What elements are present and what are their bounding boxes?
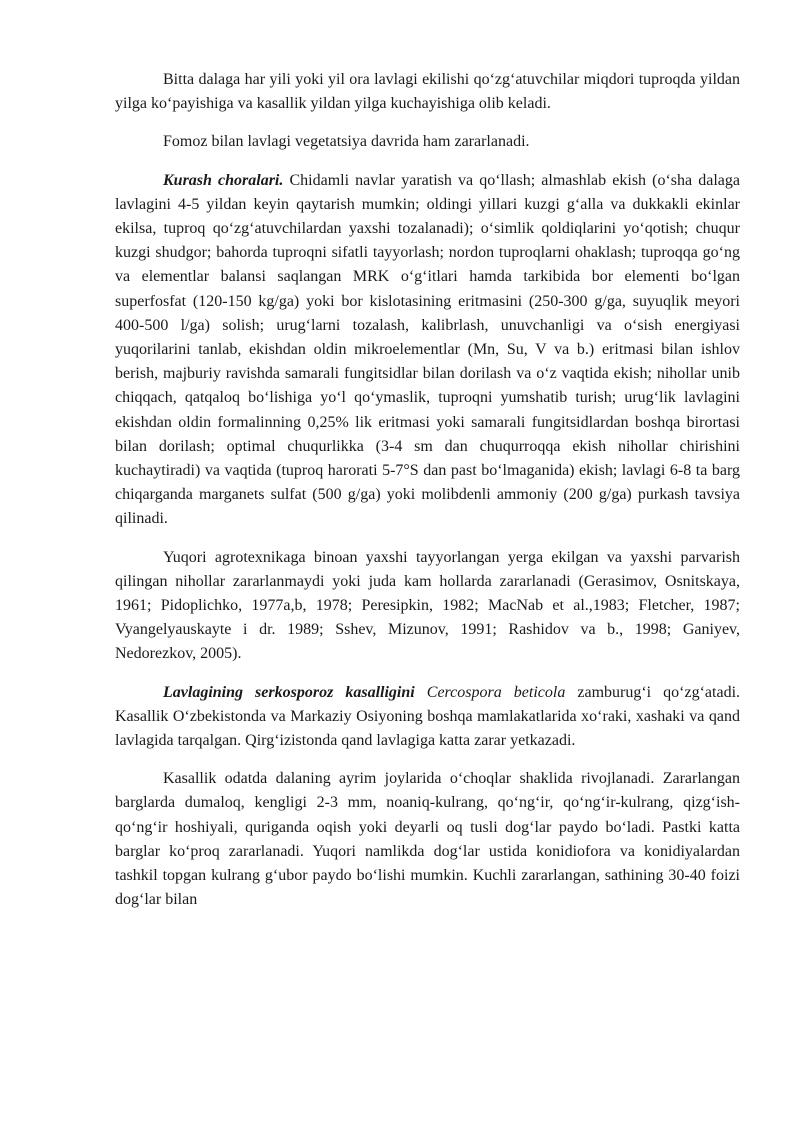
text-space <box>415 684 427 701</box>
paragraph-text: Yuqori agrotexnikaga binoan yaxshi tayyorlangan yerga ekilgan va yaxshi parvarish qilingan nihollar zararlanmaydi yoki juda kam hollarda zararlanadi (Gerasimov, Osnitskaya, 1961; Pidoplichko, 1977a,b, 1978; Peresipkin, 1982; MacNab et al.,1983; Fletcher, 1987; Vyangelyauskayte i dr. 1989; Sshev, Mizunov, 1991; Rashidov va b., 1998; Ganiyev, Nedorezkov, 2005). <box>115 548 740 663</box>
paragraph-text: zamburug‘i qo‘zg‘atadi. Kasallik O‘zbekistonda va Markaziy Osiyoning boshqa mamlakatlarida xo‘raki, xashaki va qand lavlagida tarqalgan. Qirg‘izistonda qand lavlagiga katta zarar yetkazadi. <box>115 683 741 750</box>
paragraph-crop-rotation <box>115 68 740 116</box>
paragraph-cercosporosis-symptoms <box>115 767 740 912</box>
paragraph-text: Fomoz bilan lavlagi vegetatsiya davrida ham zararlanadi. <box>163 133 530 151</box>
paragraph-agrotechnics-references <box>115 546 740 667</box>
section-heading-cercosporosis: Lavlagining serkosporoz kasalligini <box>163 683 415 701</box>
paragraph-text: Chidamli navlar yaratish va qo‘llash; almashlab ekish (o‘sha dalaga lavlagini 4-5 yildan keyin qaytarish mumkin; oldingi yillari kuzgi g‘alla va dukkakli ekinlar ekilsa, tuproq qo‘zg‘atuvchilardan yaxshi tozalanadi); o‘simlik qoldiqlarini yo‘qotish; chuqur kuzgi shudgor; bahorda tuproqni sifatli tayyorlash; nordon tuproqlarni ohaklash; tuproqqa go‘ng va elementlar balansi saqlangan MRK o‘g‘itlari hamda tarkibida bor elementi bo‘lgan superfosfat (120-150 kg/ga) yoki bor kislotasining eritmasini (250-300 g/ga, suyuqlik meyori 400-500 l/ga) solish; urug‘larni tozalash, kalibrlash, unuvchanligi va o‘sish energiyasi yuqorilarini tanlab, ekishdan oldin mikroelementlar (Mn, Su, V va b.) eritmasi bilan ishlov berish, majburiy ravishda samarali fungitsidlar bilan dorilash va o‘z vaqtida ekish; nihollar unib chiqqach, qatqaloq bo‘lishiga yo‘l qo‘ymaslik, tuproqni yumshatib turish; urug‘lik lavlagini ekishdan oldin formalinning 0,25% lik eritmasi yoki samarali fungitsidlardan boshqa birortasi bilan dorilash; optimal chuqurlikka (3-4 sm dan chuqurroqqa ekish nihollar chirishini kuchaytiradi) va vaqtida (tuproq harorati 5-7°S dan past bo‘lmaganida) ekish; lavlagi 6-8 ta barg chiqarganda marganets sulfat (500 g/ga) yoki molibdenli ammoniy (200 g/ga) purkash tavsiya qilinadi. <box>115 171 740 528</box>
paragraph-fomoz-vegetation <box>115 130 740 154</box>
paragraph-text: Kasallik odatda dalaning ayrim joylarida o‘choqlar shaklida rivojlanadi. Zararlangan barglarda dumaloq, kengligi 2-3 mm, noaniq-kulrang, qo‘ng‘ir, qo‘ng‘ir-kulrang, qizg‘ish-qo‘ng‘ir hoshiyali, quriganda oqish yoki deyarli oq tusli dog‘lar paydo bo‘ladi. Pastki katta barglar ko‘proq zararlanadi. Yuqori namlikda dog‘lar ustida konidiofora va konidiyalardan tashkil topgan kulrang g‘ubor paydo bo‘lishi mumkin. Kuchli zararlangan, sathining 30-40 foizi dog‘lar bilan <box>115 770 740 909</box>
paragraph-text: Bitta dalaga har yili yoki yil ora lavlagi ekilishi qo‘zg‘atuvchilar miqdori tuproqda yildan yilga ko‘payishiga va kasallik yildan yilga kuchayishiga olib keladi. <box>115 71 740 113</box>
species-name: Cercospora beticola <box>426 683 566 701</box>
paragraph-cercosporosis-intro <box>115 681 740 754</box>
section-heading-control-measures: Kurash choralari. <box>163 171 284 189</box>
paragraph-control-measures <box>115 169 740 532</box>
